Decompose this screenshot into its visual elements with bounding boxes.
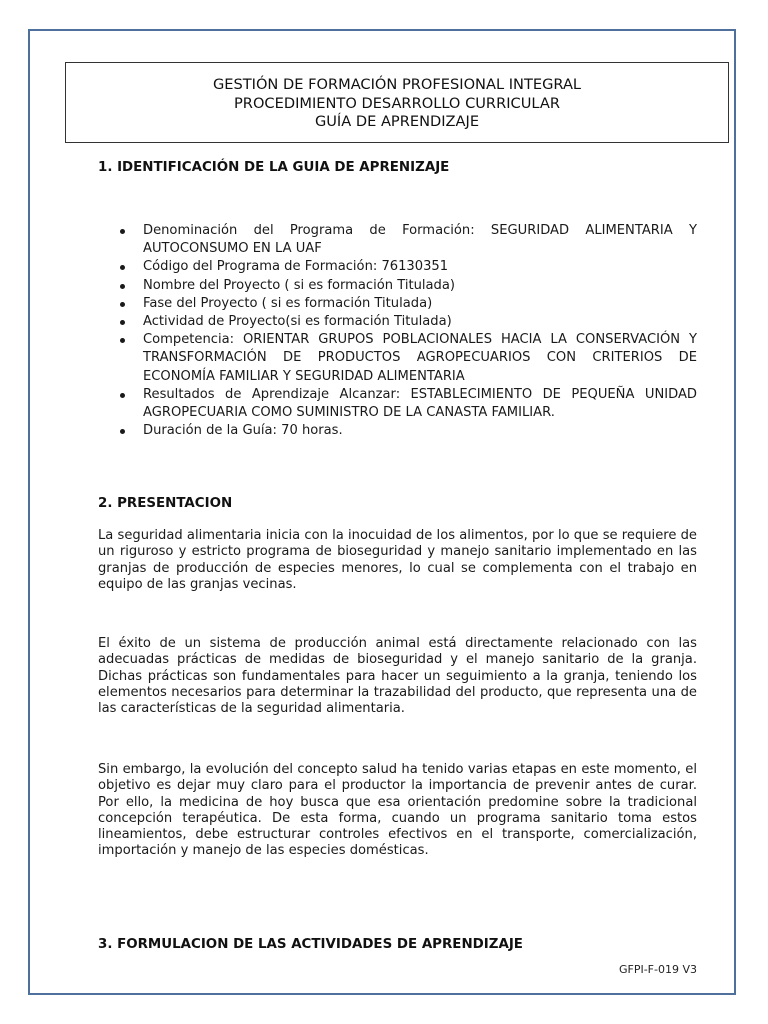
identification-list (120, 222, 697, 440)
list-item-text: Competencia: ORIENTAR GRUPOS POBLACIONALES HACIA LA CONSERVACIÓN Y TRANSFORMACIÓN DE PRODUCTOS AGROPECUARIOS CON CRITERIOS DE ECONOMÍA FAMILIAR Y SEGURIDAD ALIMENTARIA (143, 332, 697, 384)
bullet-icon (120, 429, 125, 434)
header-title-line-2: PROCEDIMIENTO DESARROLLO CURRICULAR (234, 94, 560, 112)
section-1-heading: 1. IDENTIFICACIÓN DE LA GUIA DE APRENIZAJE (98, 160, 450, 175)
list-item-text: Nombre del Proyecto ( si es formación Titulada) (143, 277, 455, 293)
list-item (120, 313, 697, 331)
bullet-icon (120, 265, 125, 270)
list-item-text: Duración de la Guía: 70 horas. (143, 423, 343, 439)
bullet-icon (120, 320, 125, 325)
list-item (120, 422, 697, 440)
form-code-footer: GFPI-F-019 V3 (618, 963, 697, 976)
section-3-heading: 3. FORMULACION DE LAS ACTIVIDADES DE APRENDIZAJE (98, 937, 523, 952)
list-item-text: Actividad de Proyecto(si es formación Titulada) (143, 314, 452, 330)
header-title-line-3: GUÍA DE APRENDIZAJE (314, 113, 480, 130)
list-item (120, 222, 697, 258)
list-item-text: Resultados de Aprendizaje Alcanzar: ESTABLECIMIENTO DE PEQUEÑA UNIDAD AGROPECUARIA COMO SUMINISTRO DE LA CANASTA FAMILIAR. (143, 386, 697, 421)
list-item (120, 277, 697, 295)
list-item-text: Denominación del Programa de Formación: SEGURIDAD ALIMENTARIA Y AUTOCONSUMO EN LA UAF (143, 223, 697, 257)
presentation-paragraph-2: El éxito de un sistema de producción animal está directamente relacionado con las adecuadas prácticas de medidas de bioseguridad y el manejo sanitario de la granja. Dichas prácticas son fundamentales para hacer un seguimiento a la granja, teniendo los elementos necesarios para determinar la trazabilidad del producto, que representa una de las características de la seguridad alimentaria. (98, 636, 697, 717)
header-title-line-1: GESTIÓN DE FORMACIÓN PROFESIONAL INTEGRAL (212, 76, 582, 93)
section-2-heading: 2. PRESENTACION (98, 496, 233, 511)
list-item (120, 331, 697, 386)
bullet-icon (120, 393, 125, 398)
bullet-icon (120, 229, 125, 234)
bullet-icon (120, 338, 125, 343)
document-header-box (65, 62, 729, 143)
list-item (120, 386, 697, 422)
list-item (120, 295, 697, 313)
list-item (120, 258, 697, 276)
bullet-icon (120, 284, 125, 289)
bullet-icon (120, 302, 125, 307)
list-item-text: Código del Programa de Formación: 76130351 (143, 259, 449, 275)
list-item-text: Fase del Proyecto ( si es formación Titulada) (143, 295, 433, 311)
presentation-paragraph-1: La seguridad alimentaria inicia con la inocuidad de los alimentos, por lo que se requiere de un riguroso y estricto programa de bioseguridad y manejo sanitario implementado en las granjas de producción de especies menores, lo cual se complementa con el trabajo en equipo de las granjas vecinas. (98, 528, 697, 592)
presentation-paragraph-3: Sin embargo, la evolución del concepto salud ha tenido varias etapas en este momento, el objetivo es dejar muy claro para el productor la importancia de prevenir antes de curar. Por ello, la medicina de hoy busca que esa orientación predomine sobre la tradicional concepción terapéutica. De esta forma, cuando un programa sanitario toma estos lineamientos, debe estructurar controles efectivos en el transporte, comercialización, importación y manejo de las especies domésticas. (98, 762, 697, 859)
